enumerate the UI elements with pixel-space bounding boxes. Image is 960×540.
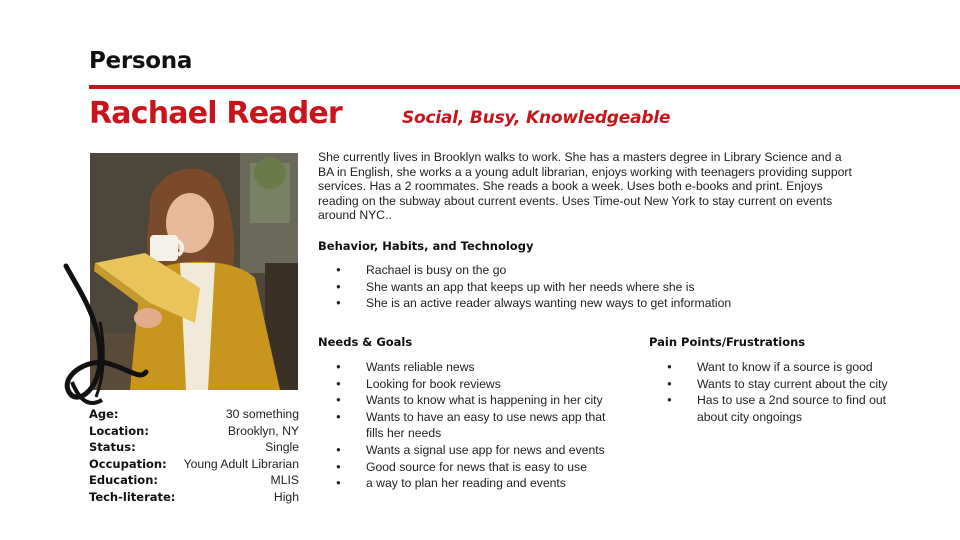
list-item: ● a way to plan her reading and events bbox=[318, 475, 618, 492]
fact-row-location bbox=[89, 423, 299, 440]
persona-bio: She currently lives in Brooklyn walks to work. She has a masters degree in Library Science and a BA in English, she works a a young adult librarian, enjoys working with teenagers providing support services. Has a 2 roommates. She reads a book a week. Uses both e-books and print. Enjoys reading on the subway about current events. Uses Time-out New York to stay current on events around NYC.. bbox=[318, 150, 852, 222]
list-item: ● Want to know if a source is good bbox=[649, 359, 919, 376]
fact-row-tech-literate bbox=[89, 489, 299, 506]
pain-points-list bbox=[649, 359, 919, 425]
fact-label: Age: bbox=[89, 407, 119, 421]
behavior-list bbox=[318, 262, 838, 312]
persona-tagline: Social, Busy, Knowledgeable bbox=[402, 108, 671, 128]
title-divider bbox=[89, 85, 960, 89]
decorative-squiggle-icon bbox=[60, 262, 150, 412]
behavior-heading: Behavior, Habits, and Technology bbox=[318, 239, 534, 253]
fact-row-education bbox=[89, 472, 299, 489]
list-item: ● Wants to know what is happening in her city bbox=[318, 392, 618, 409]
needs-heading: Needs & Goals bbox=[318, 335, 413, 349]
persona-name: Rachael Reader bbox=[89, 96, 342, 131]
needs-list bbox=[318, 359, 618, 492]
fact-value: MLIS bbox=[270, 473, 299, 488]
list-item: ● Rachael is busy on the go bbox=[318, 262, 838, 279]
fact-label: Location: bbox=[89, 423, 149, 438]
fact-value: Young Adult Librarian bbox=[183, 456, 299, 471]
fact-row-status bbox=[89, 439, 299, 456]
list-item: ● Looking for book reviews bbox=[318, 376, 618, 393]
list-item: ● Has to use a 2nd source to find out about city ongoings bbox=[649, 392, 919, 425]
list-item: ● Good source for news that is easy to use bbox=[318, 459, 618, 476]
list-item: ● Wants reliable news bbox=[318, 359, 618, 376]
fact-value: High bbox=[273, 489, 299, 504]
fact-value: 30 something bbox=[225, 407, 299, 421]
fact-row-age bbox=[89, 406, 299, 423]
section-label: Persona bbox=[89, 48, 193, 74]
list-item: ● Wants to stay current about the city bbox=[649, 376, 919, 393]
fact-label: Status: bbox=[89, 440, 136, 455]
pain-points-heading: Pain Points/Frustrations bbox=[649, 335, 806, 349]
list-item: ● She is an active reader always wanting new ways to get information bbox=[318, 295, 838, 312]
list-item: ● Wants a signal use app for news and events bbox=[318, 442, 618, 459]
fact-row-occupation bbox=[89, 456, 299, 473]
persona-facts bbox=[89, 406, 299, 506]
fact-value: Single bbox=[265, 440, 299, 455]
fact-value: Brooklyn, NY bbox=[227, 423, 299, 438]
fact-label: Education: bbox=[89, 473, 158, 488]
fact-label: Occupation: bbox=[89, 456, 167, 471]
list-item: ● Wants to have an easy to use news app that fills her needs bbox=[318, 409, 618, 442]
fact-label: Tech-literate: bbox=[89, 489, 176, 504]
list-item: ● She wants an app that keeps up with her needs where she is bbox=[318, 279, 838, 296]
